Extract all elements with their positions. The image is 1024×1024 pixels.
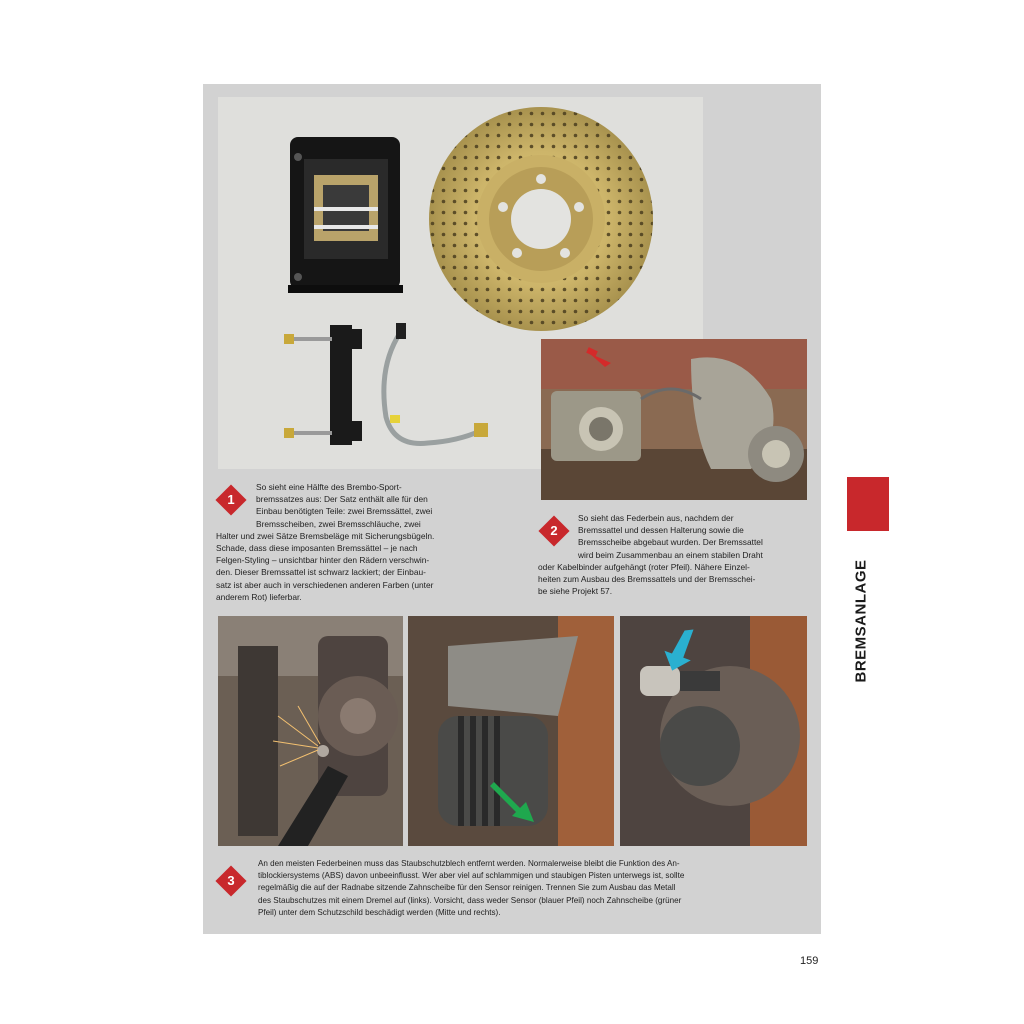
step-marker-2: 2 (541, 518, 567, 544)
photo-dremel (218, 616, 403, 846)
brake-disc (429, 107, 653, 331)
photo-shield-middle (408, 616, 614, 846)
photo-strut (541, 339, 807, 500)
photo-sensor-right (620, 616, 807, 846)
caption-3: An den meisten Federbeinen muss das Staubschutzblech entfernt werden. Normalerweise bleibt die Funktion des An- tiblockiersystems (ABS) davon unbeeinflusst. Wer aber viel auf schlammigen und staubigen Pisten unterwegs ist, sollte regelmäßig die auf der Radnabe sitzende Zahnscheibe für den Sensor reinigen. Trennen Sie zum Ausbau das Metall des Staubschutzes mit einem Dremel auf (links). Vorsicht, dass weder Sensor (blauer Pfeil) noch Zahnscheibe (grüner Pfeil) unter dem Schutzschild beschädigt werden (Mitte und rechts). (258, 859, 685, 917)
step-marker-1: 1 (218, 487, 244, 513)
caption-2: So sieht das Federbein aus, nachdem der Bremssattel und dessen Halterung sowie die Bremsscheibe abgebaut wurden. Der Bremssattel wird beim Zusammenbau an einem stabilen Draht oder Kabelbinder aufgehängt (roter Pfeil). Nähere Einzel- heiten zum Ausbau des Bremssattels und der Bremsschei- be siehe Projekt 57. (538, 513, 763, 597)
section-title: BREMSANLAGE (852, 558, 870, 683)
page-number: 159 (800, 955, 819, 967)
section-tab-color (847, 477, 889, 531)
step-marker-3: 3 (218, 868, 244, 894)
caption-1: So sieht eine Hälfte des Brembo-Sport- bremssatzes aus: Der Satz enthält alle für den Einbau benötigten Teile: zwei Bremssättel, zwei Bremsscheiben, zwei Bremsschläuche, zwei Halter und zwei Sätze Bremsbeläge mit Sicherungsbügeln. Schade, dass diese imposanten Bremssättel – je nach Felgen-Styling – unsichtbar hinter den Rädern verschwin- den. Dieser Bremssattel ist schwarz lackiert; der Einbau- satz ist aber auch in verschiedenen anderen Farben (unter anderem Rot) lieferbar. (216, 482, 435, 602)
brake-caliper (288, 137, 403, 293)
